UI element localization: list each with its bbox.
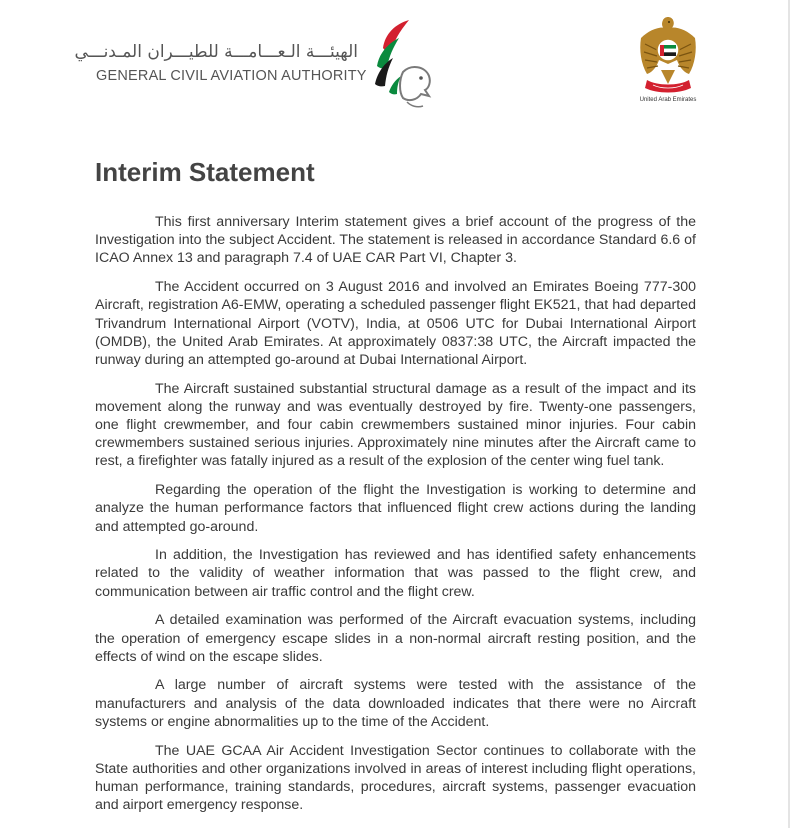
- org-name-english: GENERAL CIVIL AVIATION AUTHORITY: [96, 68, 367, 84]
- paragraph: This first anniversary Interim statement gives a brief account of the progress of the Investigation into the subject Accident. The statement is released in accordance Standard 6.6 of ICAO Annex 13 and paragraph 7.4 of UAE CAR Part VI, Chapter 3.: [95, 214, 696, 267]
- gcaa-logo: [74, 20, 441, 115]
- gcaa-falcon-emblem-icon: [371, 20, 439, 112]
- paragraph: The Accident occurred on 3 August 2016 and involved an Emirates Boeing 777-300 Aircraft, registration A6-EMW, operating a scheduled passenger flight EK521, that had departed Trivandrum International Airport (VOTV), India, at 0506 UTC for Dubai International Airport (OMDB), the United Arab Emirates. At approximately 0837:38 UTC, the Aircraft impacted the runway during an attempted go-around at Dubai International Airport.: [95, 279, 696, 368]
- uae-national-emblem: [633, 14, 703, 110]
- uae-falcon-emblem-icon: [633, 14, 703, 96]
- country-caption: United Arab Emirates: [639, 97, 697, 103]
- paragraph: In addition, the Investigation has reviewed and has identified safety enhancements related to the validity of weather information that was passed to the flight crew, and communication between air traffic control and the flight crew.: [95, 547, 696, 600]
- paragraph: The Aircraft sustained substantial structural damage as a result of the impact and its movement along the runway and was eventually destroyed by fire. Twenty-one passengers, one flight crewmember, and four cabin crewmembers sustained minor injuries. Four cabin crewmembers sustained serious injuries. Approximately nine minutes after the Aircraft came to rest, a firefighter was fatally injured as a result of the explosion of the center wing fuel tank.: [95, 380, 696, 470]
- paragraph: A large number of aircraft systems were tested with the assistance of the manufacturers and analysis of the data downloaded indicates that there were no Aircraft systems or engine abnormalities up to the time of the Accident.: [95, 677, 696, 730]
- paragraph: Regarding the operation of the flight the Investigation is working to determine and analyze the human performance factors that influenced flight crew actions during the landing and attempted go-around.: [95, 482, 696, 535]
- org-name-arabic: الهيئـــة الـعـــامـــة للطيـــران المـدنـــي: [74, 42, 358, 62]
- document-body: [95, 213, 696, 825]
- paragraph: The UAE GCAA Air Accident Investigation Sector continues to collaborate with the State authorities and other organizations involved in areas of interest including flight operations, human performance, training standards, procedures, aircraft systems, passenger evacuation and airport emergency response.: [95, 742, 696, 814]
- document-title: Interim Statement: [95, 157, 315, 187]
- paragraph: A detailed examination was performed of the Aircraft evacuation systems, including the operation of emergency escape slides in a non-normal aircraft resting position, and the effects of wind on the escape slides.: [95, 612, 696, 665]
